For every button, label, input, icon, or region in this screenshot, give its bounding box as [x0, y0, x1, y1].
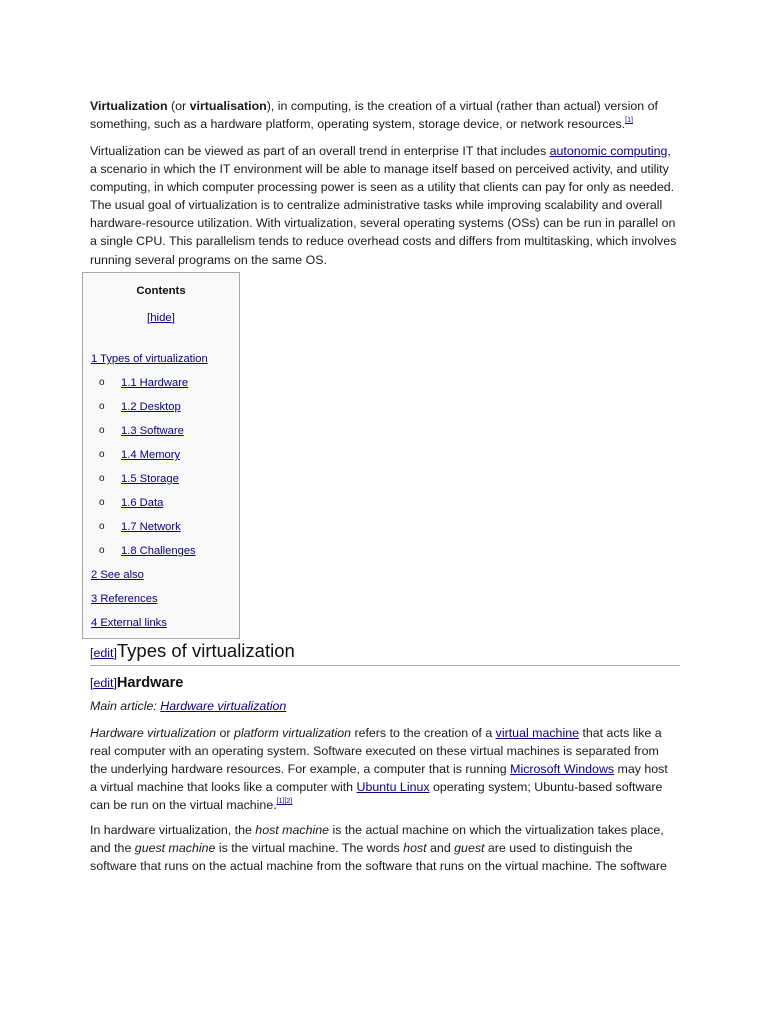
- intro-term: Virtualization: [90, 99, 168, 113]
- toc-item-types-of-virtualization[interactable]: 1 Types of virtualization: [91, 353, 208, 365]
- section-title: Types of virtualization: [116, 640, 295, 661]
- host-guest-paragraph: In hardware virtualization, the host machine is the actual machine on which the virtualization takes place, and the guest machine is the virtual machine. The words host and guest are used to distinguish the software that runs on the actual machine from the software that runs on the virtual machine. The software: [90, 823, 667, 874]
- toc-bullet: o: [99, 401, 105, 412]
- citation-link[interactable]: [1]: [625, 117, 633, 125]
- subsection-heading: [edit]Hardware: [90, 675, 184, 691]
- section-heading: [edit]Types of virtualization: [90, 640, 680, 666]
- subsection-title: Hardware: [116, 675, 184, 691]
- toc-bullet: o: [99, 473, 105, 484]
- microsoft-windows-link[interactable]: Microsoft Windows: [510, 762, 615, 777]
- toc-item-storage[interactable]: 1.5 Storage: [121, 473, 179, 485]
- table-of-contents: [82, 272, 240, 639]
- autonomic-computing-link[interactable]: autonomic computing: [549, 144, 668, 158]
- citation-link[interactable]: [1]: [276, 798, 285, 806]
- toc-item-hardware[interactable]: 1.1 Hardware: [121, 377, 189, 389]
- toc-item-references[interactable]: 3 References: [91, 593, 158, 605]
- intro-alt-term: virtualisation: [189, 99, 267, 113]
- toc-title: Contents: [136, 285, 186, 297]
- virtual-machine-link[interactable]: virtual machine: [495, 726, 579, 740]
- toc-bullet: o: [99, 497, 105, 508]
- toc-item-challenges[interactable]: 1.8 Challenges: [121, 545, 196, 557]
- toc-item-software[interactable]: 1.3 Software: [121, 425, 184, 437]
- toc-item-external-links[interactable]: 4 External links: [91, 617, 167, 629]
- hardware-virtualization-link[interactable]: Hardware virtualization: [160, 699, 287, 713]
- main-article-note: Main article: Hardware virtualization: [90, 699, 287, 713]
- toc-bullet: o: [99, 545, 105, 556]
- toc-item-desktop[interactable]: 1.2 Desktop: [121, 401, 181, 413]
- intro-paragraph: Virtualization (or virtualisation), in computing, is the creation of a virtual (rather than actual) version of something, such as a hardware platform, operating system, storage device, or network resources.[1]: [90, 99, 658, 132]
- toc-item-data[interactable]: 1.6 Data: [121, 497, 164, 509]
- toc-hide-link[interactable]: hide: [150, 312, 172, 324]
- toc-hide-toggle: [hide]: [147, 312, 175, 324]
- subsection-edit-link[interactable]: edit: [93, 676, 114, 690]
- toc-bullet: o: [99, 377, 105, 388]
- toc-item-network[interactable]: 1.7 Network: [121, 521, 181, 533]
- toc-item-memory[interactable]: 1.4 Memory: [121, 449, 181, 461]
- hardware-paragraph: Hardware virtualization or platform virtualization refers to the creation of a virtual machine that acts like a real computer with an operating system. Software executed on these virtual machines is separated from the underlying hardware resources. For example, a computer that is running Microsoft Windows may host a virtual machine that looks like a computer with Ubuntu Linux operating system; Ubuntu-based software can be run on the virtual machine.[1][2]: [90, 726, 668, 813]
- toc-bullet: o: [99, 425, 105, 436]
- citation-link[interactable]: [2]: [284, 798, 293, 806]
- toc-item-see-also[interactable]: 2 See also: [91, 569, 144, 581]
- trend-paragraph: Virtualization can be viewed as part of an overall trend in enterprise IT that includes autonomic computing, a scenario in which the IT environment will be able to manage itself based on perceived activity, and utility computing, in which computer processing power is seen as a utility that clients can pay for only as needed. The usual goal of virtualization is to centralize administrative tasks while improving scalability and overall hardware-resource utilization. With virtualization, several operating systems (OSs) can be run in parallel on a single CPU. This parallelism tends to reduce overhead costs and differs from multitasking, which involves running several programs on the same OS.: [90, 144, 677, 267]
- ubuntu-linux-link[interactable]: Ubuntu Linux: [356, 780, 430, 795]
- section-edit-link[interactable]: edit: [93, 646, 114, 660]
- toc-bullet: o: [99, 521, 105, 532]
- toc-bullet: o: [99, 449, 105, 460]
